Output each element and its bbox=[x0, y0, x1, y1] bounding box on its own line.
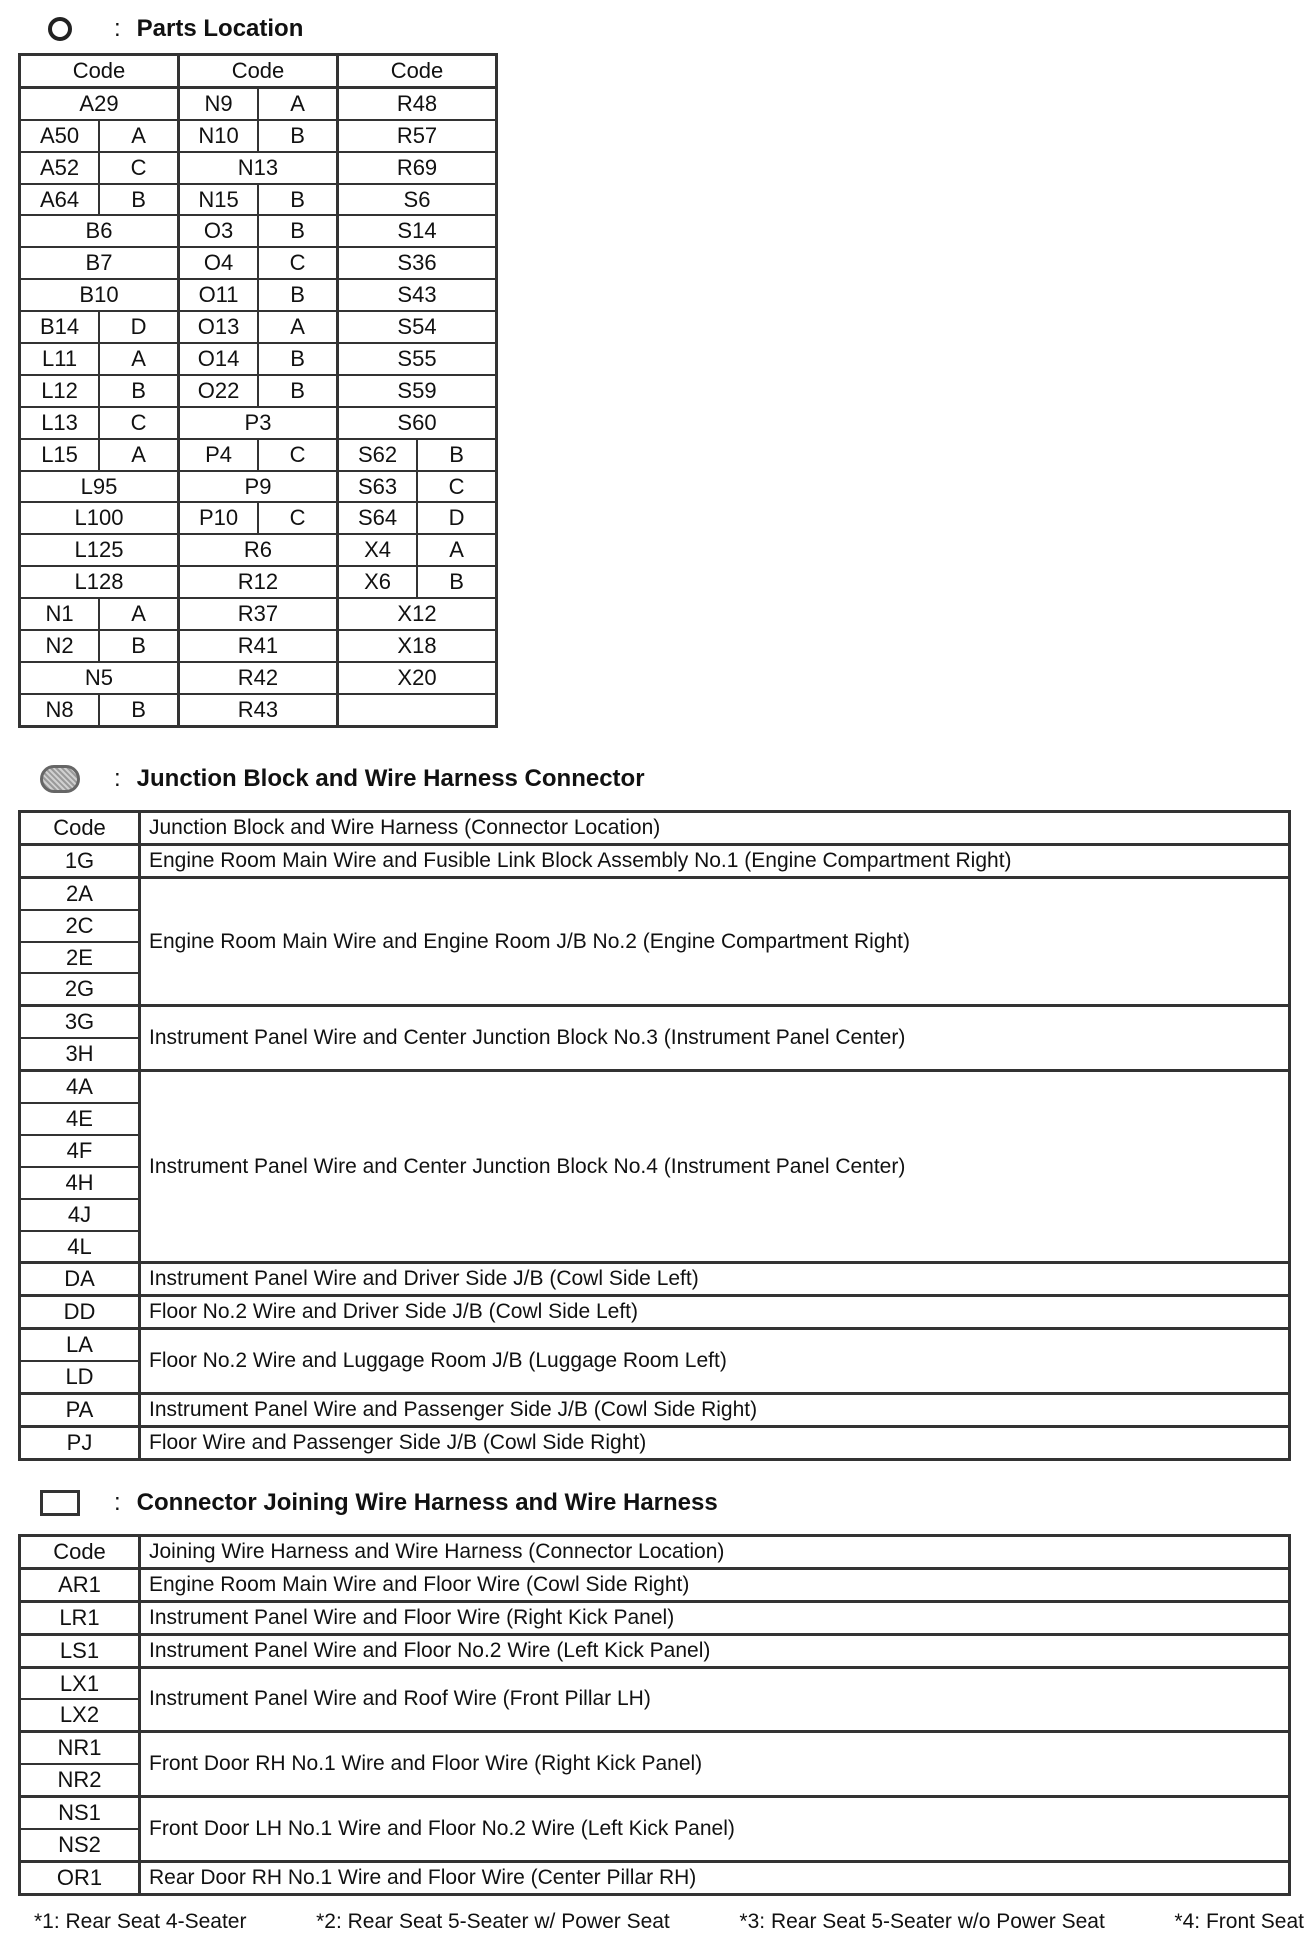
table-cell: 1G bbox=[20, 844, 140, 877]
table-cell: Engine Room Main Wire and Floor Wire (Cowl Side Right) bbox=[140, 1568, 1290, 1601]
table-cell: S60 bbox=[337, 407, 496, 439]
connector-joining-table bbox=[18, 1534, 1291, 1896]
table-row bbox=[20, 844, 1290, 877]
table-cell: 2A bbox=[20, 877, 140, 909]
table-cell: Instrument Panel Wire and Center Junction Block No.4 (Instrument Panel Center) bbox=[140, 1071, 1290, 1263]
table-row bbox=[20, 1296, 1290, 1329]
table-cell: S59 bbox=[337, 375, 496, 407]
table-cell: NR1 bbox=[20, 1732, 140, 1764]
column-header: Code bbox=[337, 55, 496, 88]
column-header: Code bbox=[20, 812, 140, 845]
table-cell: DA bbox=[20, 1263, 140, 1296]
footnote: *4: Front Seat bbox=[1174, 1910, 1304, 1933]
table-cell: O3 bbox=[178, 215, 258, 247]
table-cell: NS1 bbox=[20, 1797, 140, 1829]
column-header: Code bbox=[178, 55, 337, 88]
table-cell: LX2 bbox=[20, 1699, 140, 1731]
table-cell: R41 bbox=[178, 630, 337, 662]
table-cell: A bbox=[99, 120, 178, 152]
table-cell: 3H bbox=[20, 1038, 140, 1070]
connector-joining-title: Connector Joining Wire Harness and Wire Harness bbox=[136, 1489, 718, 1516]
table-cell: A50 bbox=[20, 120, 100, 152]
footnotes bbox=[34, 1910, 1304, 1934]
rectangle-symbol-icon bbox=[40, 1488, 80, 1518]
table-cell: O22 bbox=[178, 375, 258, 407]
table-cell: LA bbox=[20, 1329, 140, 1361]
junction-block-heading: : Junction Block and Wire Harness Connector bbox=[40, 759, 645, 799]
table-cell: B bbox=[417, 566, 496, 598]
table-cell: LD bbox=[20, 1361, 140, 1393]
footnote: *1: Rear Seat 4-Seater bbox=[34, 1910, 247, 1933]
table-header-row bbox=[20, 55, 497, 88]
table-cell: O13 bbox=[178, 311, 258, 343]
table-row bbox=[20, 534, 497, 566]
table-cell: Front Door RH No.1 Wire and Floor Wire (Right Kick Panel) bbox=[140, 1732, 1290, 1797]
table-cell: L95 bbox=[20, 471, 179, 503]
footnote: *2: Rear Seat 5-Seater w/ Power Seat bbox=[316, 1910, 670, 1933]
table-cell: N13 bbox=[178, 152, 337, 184]
table-cell: Front Door LH No.1 Wire and Floor No.2 Wire (Left Kick Panel) bbox=[140, 1797, 1290, 1862]
table-row bbox=[20, 598, 497, 630]
table-cell: L11 bbox=[20, 343, 100, 375]
table-cell: X6 bbox=[337, 566, 417, 598]
table-cell: P3 bbox=[178, 407, 337, 439]
table-cell: C bbox=[258, 439, 337, 471]
table-cell: Instrument Panel Wire and Floor Wire (Right Kick Panel) bbox=[140, 1601, 1290, 1634]
table-cell: R42 bbox=[178, 662, 337, 694]
table-cell: 2C bbox=[20, 910, 140, 942]
table-cell: Instrument Panel Wire and Driver Side J/B (Cowl Side Left) bbox=[140, 1263, 1290, 1296]
table-cell: B bbox=[258, 184, 337, 216]
table-cell: LS1 bbox=[20, 1634, 140, 1667]
table-cell: X20 bbox=[337, 662, 496, 694]
table-cell: N2 bbox=[20, 630, 100, 662]
table-row bbox=[20, 87, 497, 119]
table-cell: S6 bbox=[337, 184, 496, 216]
table-cell: P4 bbox=[178, 439, 258, 471]
table-cell: C bbox=[417, 471, 496, 503]
table-cell: L12 bbox=[20, 375, 100, 407]
table-cell: 4A bbox=[20, 1071, 140, 1103]
table-cell: P9 bbox=[178, 471, 337, 503]
table-cell: O14 bbox=[178, 343, 258, 375]
table-cell: AR1 bbox=[20, 1568, 140, 1601]
connector-joining-heading: : Connector Joining Wire Harness and Wire Harness bbox=[40, 1483, 718, 1523]
table-cell: N15 bbox=[178, 184, 258, 216]
table-cell: B7 bbox=[20, 247, 179, 279]
table-row bbox=[20, 1667, 1290, 1699]
table-cell: B bbox=[258, 279, 337, 311]
table-cell: A29 bbox=[20, 87, 179, 119]
table-cell: C bbox=[258, 502, 337, 534]
table-row bbox=[20, 1071, 1290, 1103]
table-cell: N1 bbox=[20, 598, 100, 630]
table-cell: 2G bbox=[20, 973, 140, 1005]
table-cell: 4J bbox=[20, 1199, 140, 1231]
table-cell: B10 bbox=[20, 279, 179, 311]
table-row bbox=[20, 502, 497, 534]
table-row bbox=[20, 407, 497, 439]
oval-symbol-icon bbox=[40, 764, 80, 794]
table-cell: Floor No.2 Wire and Driver Side J/B (Cowl Side Left) bbox=[140, 1296, 1290, 1329]
table-cell: S14 bbox=[337, 215, 496, 247]
table-row bbox=[20, 630, 497, 662]
table-row bbox=[20, 662, 497, 694]
table-row bbox=[20, 439, 497, 471]
table-cell: A bbox=[258, 311, 337, 343]
table-cell: R57 bbox=[337, 120, 496, 152]
table-row bbox=[20, 343, 497, 375]
table-cell: L15 bbox=[20, 439, 100, 471]
table-row bbox=[20, 1006, 1290, 1038]
table-row bbox=[20, 184, 497, 216]
table-cell: R43 bbox=[178, 694, 337, 726]
table-cell: 3G bbox=[20, 1006, 140, 1038]
table-cell: Engine Room Main Wire and Fusible Link Block Assembly No.1 (Engine Compartment Right) bbox=[140, 844, 1290, 877]
table-cell: Instrument Panel Wire and Center Junction Block No.3 (Instrument Panel Center) bbox=[140, 1006, 1290, 1071]
parts-location-table bbox=[18, 53, 498, 728]
table-cell: B14 bbox=[20, 311, 100, 343]
table-row bbox=[20, 1634, 1290, 1667]
column-header: Junction Block and Wire Harness (Connector Location) bbox=[140, 812, 1290, 845]
table-cell: A64 bbox=[20, 184, 100, 216]
table-row bbox=[20, 877, 1290, 909]
footnote: *3: Rear Seat 5-Seater w/o Power Seat bbox=[739, 1910, 1105, 1933]
table-cell: OR1 bbox=[20, 1861, 140, 1894]
table-cell: L128 bbox=[20, 566, 179, 598]
table-row bbox=[20, 1394, 1290, 1427]
table-cell: Instrument Panel Wire and Floor No.2 Wire (Left Kick Panel) bbox=[140, 1634, 1290, 1667]
table-cell: Instrument Panel Wire and Passenger Side J/B (Cowl Side Right) bbox=[140, 1394, 1290, 1427]
table-cell: S63 bbox=[337, 471, 417, 503]
table-cell: C bbox=[99, 152, 178, 184]
table-cell: S64 bbox=[337, 502, 417, 534]
table-row bbox=[20, 1861, 1290, 1894]
table-cell: A bbox=[99, 439, 178, 471]
table-cell: N5 bbox=[20, 662, 179, 694]
table-cell: B bbox=[99, 694, 178, 726]
table-cell: R12 bbox=[178, 566, 337, 598]
table-cell: R69 bbox=[337, 152, 496, 184]
table-cell: LR1 bbox=[20, 1601, 140, 1634]
table-row bbox=[20, 311, 497, 343]
table-row bbox=[20, 1568, 1290, 1601]
table-cell: X12 bbox=[337, 598, 496, 630]
table-cell: Instrument Panel Wire and Roof Wire (Front Pillar LH) bbox=[140, 1667, 1290, 1732]
table-cell: S43 bbox=[337, 279, 496, 311]
table-cell: L13 bbox=[20, 407, 100, 439]
table-cell: A bbox=[99, 343, 178, 375]
table-row bbox=[20, 694, 497, 726]
table-cell: D bbox=[99, 311, 178, 343]
table-cell: X4 bbox=[337, 534, 417, 566]
table-cell: N10 bbox=[178, 120, 258, 152]
table-row bbox=[20, 1329, 1290, 1361]
table-cell: D bbox=[417, 502, 496, 534]
column-header: Code bbox=[20, 1536, 140, 1569]
table-cell: L100 bbox=[20, 502, 179, 534]
table-cell: LX1 bbox=[20, 1667, 140, 1699]
table-cell: B bbox=[99, 184, 178, 216]
table-cell: B bbox=[258, 375, 337, 407]
table-row bbox=[20, 375, 497, 407]
parts-location-heading: : Parts Location bbox=[40, 9, 303, 49]
table-cell: NR2 bbox=[20, 1764, 140, 1796]
table-row bbox=[20, 152, 497, 184]
table-cell: Floor No.2 Wire and Luggage Room J/B (Luggage Room Left) bbox=[140, 1329, 1290, 1394]
table-row bbox=[20, 120, 497, 152]
table-cell: Floor Wire and Passenger Side J/B (Cowl Side Right) bbox=[140, 1426, 1290, 1459]
table-cell: NS2 bbox=[20, 1829, 140, 1861]
table-cell: N9 bbox=[178, 87, 258, 119]
table-cell: S54 bbox=[337, 311, 496, 343]
parts-location-title: Parts Location bbox=[136, 15, 304, 42]
junction-block-title: Junction Block and Wire Harness Connector bbox=[136, 765, 645, 792]
table-cell: PJ bbox=[20, 1426, 140, 1459]
column-header: Code bbox=[20, 55, 179, 88]
table-cell: R6 bbox=[178, 534, 337, 566]
table-cell: A bbox=[417, 534, 496, 566]
table-cell: S36 bbox=[337, 247, 496, 279]
table-row bbox=[20, 215, 497, 247]
circle-symbol-icon bbox=[40, 14, 80, 44]
table-cell: C bbox=[258, 247, 337, 279]
table-cell: R48 bbox=[337, 87, 496, 119]
table-row bbox=[20, 1732, 1290, 1764]
table-cell: A52 bbox=[20, 152, 100, 184]
table-cell: O4 bbox=[178, 247, 258, 279]
table-cell: X18 bbox=[337, 630, 496, 662]
column-header: Joining Wire Harness and Wire Harness (Connector Location) bbox=[140, 1536, 1290, 1569]
table-cell: A bbox=[99, 598, 178, 630]
table-header-row bbox=[20, 1536, 1290, 1569]
table-cell: A bbox=[258, 87, 337, 119]
table-cell: B6 bbox=[20, 215, 179, 247]
table-cell: B bbox=[417, 439, 496, 471]
table-cell: R37 bbox=[178, 598, 337, 630]
table-cell: L125 bbox=[20, 534, 179, 566]
table-row bbox=[20, 1263, 1290, 1296]
table-cell: B bbox=[99, 630, 178, 662]
table-cell: S55 bbox=[337, 343, 496, 375]
table-cell: 4H bbox=[20, 1167, 140, 1199]
table-row bbox=[20, 247, 497, 279]
table-cell bbox=[337, 694, 496, 726]
table-cell: N8 bbox=[20, 694, 100, 726]
table-cell: Rear Door RH No.1 Wire and Floor Wire (Center Pillar RH) bbox=[140, 1861, 1290, 1894]
table-cell: 4E bbox=[20, 1103, 140, 1135]
table-row bbox=[20, 1601, 1290, 1634]
table-row bbox=[20, 566, 497, 598]
table-cell: C bbox=[99, 407, 178, 439]
table-cell: O11 bbox=[178, 279, 258, 311]
table-cell: B bbox=[99, 375, 178, 407]
table-row bbox=[20, 1426, 1290, 1459]
table-cell: P10 bbox=[178, 502, 258, 534]
table-cell: Engine Room Main Wire and Engine Room J/B No.2 (Engine Compartment Right) bbox=[140, 877, 1290, 1006]
table-row bbox=[20, 279, 497, 311]
table-cell: DD bbox=[20, 1296, 140, 1329]
table-cell: PA bbox=[20, 1394, 140, 1427]
table-cell: B bbox=[258, 343, 337, 375]
table-header-row bbox=[20, 812, 1290, 845]
table-cell: B bbox=[258, 215, 337, 247]
table-cell: 4L bbox=[20, 1231, 140, 1263]
table-cell: S62 bbox=[337, 439, 417, 471]
table-cell: B bbox=[258, 120, 337, 152]
table-cell: 2E bbox=[20, 942, 140, 974]
table-row bbox=[20, 1797, 1290, 1829]
table-cell: 4F bbox=[20, 1135, 140, 1167]
junction-block-table bbox=[18, 810, 1291, 1461]
table-row bbox=[20, 471, 497, 503]
